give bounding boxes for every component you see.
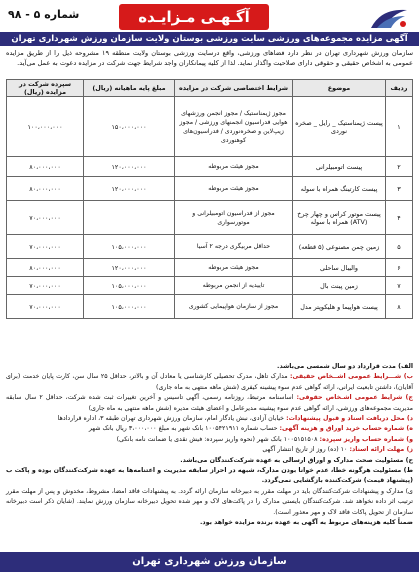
row-subject: والیبال ساحلی bbox=[293, 259, 386, 277]
table-row bbox=[7, 235, 413, 259]
note-costs: ضمناً کلیه هزینه‌های مربوط به آگهی به عهده برنده مزایده خواهد بود. bbox=[200, 519, 413, 527]
row-subject: پیست هواپیما و هلیکوپتر مدل bbox=[293, 295, 386, 319]
row-number: ۴ bbox=[386, 201, 413, 235]
table-row bbox=[7, 259, 413, 277]
table-row bbox=[7, 277, 413, 295]
row-condition: تاییدیه از انجمن مربوطه bbox=[175, 277, 293, 295]
table-row bbox=[7, 157, 413, 177]
row-number: ۶ bbox=[386, 259, 413, 277]
header-subject: موضوع bbox=[293, 80, 386, 97]
table-row bbox=[7, 295, 413, 319]
row-condition: مجوز ژیمناستیک / مجوز انجمن ورزشهای هوایی فدراسیون انجمنهای ورزشی / مجوز زیپ‌لاین و صخره‌نوردی / فدراسیون‌های کوهنوردی bbox=[175, 97, 293, 157]
row-subject: زمین پینت بال bbox=[293, 277, 386, 295]
row-condition: مجوز از فدراسیون اتومبیلرانی و موتورسواری bbox=[175, 201, 293, 235]
terms-section bbox=[6, 362, 413, 529]
row-number: ۸ bbox=[386, 295, 413, 319]
ad-number: شماره ۵ - ۹۸ bbox=[8, 8, 80, 21]
row-subject: زمین چمن مصنوعی (۵ قطعه) bbox=[293, 235, 386, 259]
row-condition: مجوز هیئت مربوطه bbox=[175, 259, 293, 277]
row-number: ۵ bbox=[386, 235, 413, 259]
row-base-price bbox=[84, 201, 175, 235]
note-document-location: د) محل دریافت اسناد و قبول پیشنهادات: خیابان آزادی، نبش یادگار امام، سازمان ورزش شهرداری تهران طبقه ۳، اداره قراردادها bbox=[57, 415, 413, 423]
header-base-price: مبلغ پایه ماهیانه (ریال) bbox=[84, 80, 175, 97]
row-number: ۱ bbox=[386, 97, 413, 157]
note-errors: ط) مسئولیت هرگونه خطا، عدم خوانا بودن مدارک، شبهه در احراز سابقه مدیریت و اعتنامه‌ها به عهده شرکت‌کنندگان بوده و پاکت ب (پیشنهاد قیمت) شرکت‌کننده بازگشایی نمی‌گردد. bbox=[6, 467, 413, 485]
note-individual-conditions: ب) شـــرایط عمومی اشــخاص حقیقی: مدارک تاهل، مدرک تحصیلی کارشناسی یا معادل آن و بالاتر، حداقل ۲۵ سال سن، کارت پایان خدمت (برای آقایان)، داشتن تابعیت ایرانی، ارائه گواهی عدم سوء پیشینه کیفری (شش ماهه منتهی به ماه جاری) bbox=[6, 373, 413, 391]
ad-title: آگـهـی مـزایـده bbox=[119, 4, 269, 30]
tehran-sports-logo-icon bbox=[367, 4, 411, 32]
row-deposit: ۷۰،۰۰۰،۰۰۰ bbox=[7, 235, 84, 259]
row-number: ۷ bbox=[386, 277, 413, 295]
row-condition: مجوز هیئت مربوطه bbox=[175, 177, 293, 201]
row-condition: مجوز از سازمان هواپیمایی کشوری bbox=[175, 295, 293, 319]
auction-table bbox=[6, 79, 413, 319]
row-deposit: ۷۰،۰۰۰،۰۰۰ bbox=[7, 201, 84, 235]
note-purchase-account: ه) شماره حساب خرید اوراق و هزینه آگهی: حساب شماره ۱۰۰۵۴۲۱۹۱۱ بانک شهر به مبلغ ۳،۰۰۰،۰۰۰ ریال بانک شهر bbox=[88, 425, 413, 433]
header-condition: شرایط اختصاصی شرکت در مزایده bbox=[175, 80, 293, 97]
row-condition: مجوز هیئت مربوطه bbox=[175, 157, 293, 177]
row-base-price: ۱۰۵،۰۰۰،۰۰۰ bbox=[84, 235, 175, 259]
note-contract-duration: الف) مدت قرارداد دو سال شمسی می‌باشد. bbox=[277, 363, 413, 370]
row-subject: پیست کارتینگ همراه با سوله bbox=[293, 177, 386, 201]
row-condition: حداقل مربیگری درجه ۲ آسیا bbox=[175, 235, 293, 259]
row-base-price: ۱۲۰،۰۰۰،۰۰۰ bbox=[84, 157, 175, 177]
row-number: ۲ bbox=[386, 157, 413, 177]
row-base-price: ۱۵۰،۰۰۰،۰۰۰ bbox=[84, 97, 175, 157]
row-deposit: ۷۰،۰۰۰،۰۰۰ bbox=[7, 277, 84, 295]
row-base-price: ۱۰۵،۰۰۰،۰۰۰ bbox=[84, 295, 175, 319]
table-row bbox=[7, 177, 413, 201]
note-deadline: ز) مهلت ارائه اسناد: ۱۰ (ده) روز از تاریخ انتشار آگهی bbox=[262, 446, 413, 454]
note-deposit-account: و) شماره حساب واریز سپرده: ۱۰۰۵۱۵۱۵۰۸ بانک شهر (نحوه واریز سپرده: فیش نقدی یا ضمانت نامه بانکی) bbox=[116, 435, 413, 443]
header-row-no: ردیف bbox=[386, 80, 413, 97]
row-number: ۳ bbox=[386, 177, 413, 201]
row-deposit: ۸۰،۰۰۰،۰۰۰ bbox=[7, 259, 84, 277]
footer-organization: سازمان ورزش شهرداری تهران bbox=[0, 552, 419, 572]
note-responsibility: ح) مسئولیت صحت مدارک و اوراق ارسالی به عهده شرکت‌کنندگان می‌باشد. bbox=[180, 456, 413, 464]
row-deposit: ۱۰۰،۰۰۰،۰۰۰ bbox=[7, 97, 84, 157]
row-subject: پیست اتومبیلرانی bbox=[293, 157, 386, 177]
note-submission: ی) مدارک و پیشنهادات شرکت‌کنندگان باید در مهلت مقرر به دبیرخانه سازمان ارائه گردد. به پیشنهادات فاقد امضا، مشروط، مخدوش و پس از مهلت مقرر ترتیب اثر داده نخواهد شد. شرکت‌کنندگان بایستی مدارک را در پاکت‌های لاک و مهر شده تحویل دبیرخانه سازمان ورزش نمایند. (شایان ذکر است دبیرخانه سازمان از تحویل پاکات فاقد لاک و مهر معذور است). bbox=[6, 487, 413, 516]
row-deposit: ۸۰،۰۰۰،۰۰۰ bbox=[7, 177, 84, 201]
ad-subtitle: آگهی مزایده مجموعه‌های ورزشی سایت ورزشی بوستان ولایت سازمان ورزش شهرداری تهران bbox=[0, 32, 419, 46]
table-row bbox=[7, 201, 413, 235]
header-deposit: سپرده شرکت در مزایده (ریال) bbox=[7, 80, 84, 97]
row-deposit: ۸۰،۰۰۰،۰۰۰ bbox=[7, 157, 84, 177]
table-row bbox=[7, 97, 413, 157]
header-banner bbox=[0, 2, 419, 32]
row-base-price: ۱۲۰،۰۰۰،۰۰۰ bbox=[84, 177, 175, 201]
row-subject: پیست موتور کراس و چهار چرخ (ATV) همراه با سوله bbox=[293, 201, 386, 235]
intro-paragraph: سازمان ورزش شهرداری تهران در نظر دارد فضاهای ورزشی، واقع درسایت ورزشی بوستان ولایت منطقه ۱۹ مشروحه ذیل را از طریق مزایده عمومی به اشخاص حقیقی و حقوقی دارای صلاحیت واگذار نماید. لذا از کلیه پیمانکاران واجد شرایط جهت شرکت در مزایده دعوت به عمل می‌آید. bbox=[6, 49, 413, 67]
table-header-row bbox=[7, 80, 413, 97]
row-subject: پیست ژیمناستیک _ رایل _ صخره نوردی bbox=[293, 97, 386, 157]
note-legal-conditions: ج) شرایط عمومی اشـخاص حقوقی: اساسنامه مرتبط، روزنامه رسمی، آگهی تاسیس و آخرین تغییرات ثبت شده شرکت، حداقل ۲ سال سابقه مدیریت مجموعه‌های ورزشی، ارائه گواهی عدم سوء پیشینه مدیرعامل و اعضای هیئت مدیره (شش ماهه منتهی به ماه جاری) bbox=[6, 394, 413, 412]
row-base-price: ۱۲۰،۰۰۰،۰۰۰ bbox=[84, 259, 175, 277]
row-deposit: ۷۰،۰۰۰،۰۰۰ bbox=[7, 295, 84, 319]
row-base-price: ۱۰۵،۰۰۰،۰۰۰ bbox=[84, 277, 175, 295]
